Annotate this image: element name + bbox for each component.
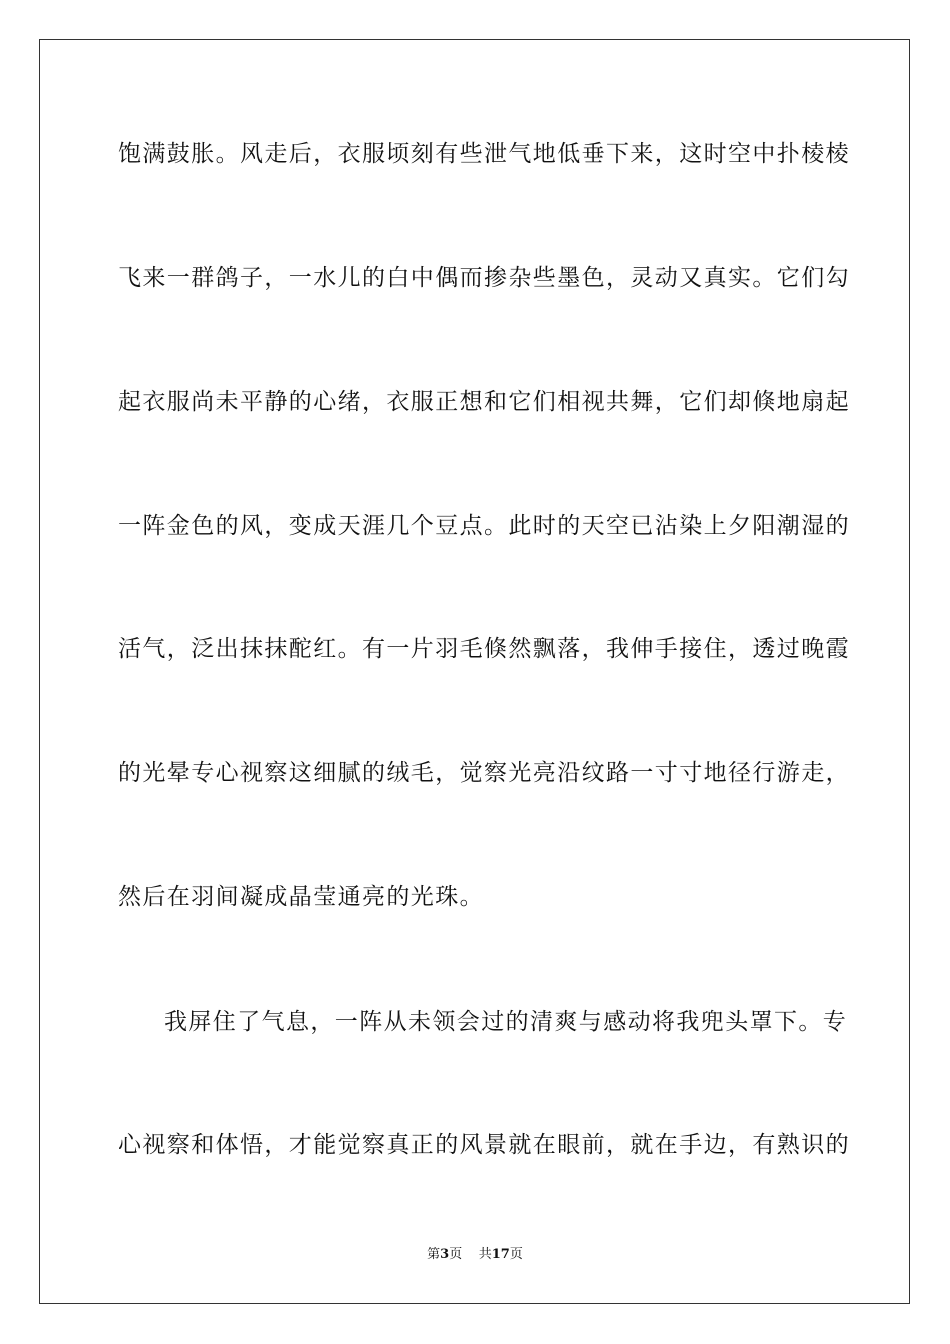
paragraph-line: 活气，泛出抹抹酡红。有一片羽毛倏然飘落，我伸手接住，透过晚霞 [118,636,850,662]
paragraph-line: 饱满鼓胀。风走后，衣服顷刻有些泄气地低垂下来，这时空中扑棱棱 [118,141,850,167]
total-prefix: 共 [478,1247,492,1262]
page-current: 3 [440,1247,450,1262]
page-border [39,39,910,1304]
page-prefix: 第 [427,1247,441,1262]
paragraph-first-line: 我屏住了气息，一阵从未领会过的清爽与感动将我兜头罩下。专 [164,1009,848,1035]
paragraph-line: 起衣服尚未平静的心绪，衣服正想和它们相视共舞，它们却倏地扇起 [118,389,850,415]
paragraph-line: 心视察和体悟，才能觉察真正的风景就在眼前，就在手边，有熟识的 [118,1132,850,1158]
total-suffix: 页 [509,1247,523,1262]
page-suffix: 页 [449,1247,463,1262]
paragraph-line: 然后在羽间凝成晶莹通亮的光珠。 [118,884,484,910]
paragraph-line: 的光晕专心视察这细腻的绒毛，觉察光亮沿纹路一寸寸地径行游走， [118,760,850,786]
page-footer [0,1246,950,1264]
page-total: 17 [491,1247,510,1262]
paragraph-line: 一阵金色的风，变成天涯几个豆点。此时的天空已沾染上夕阳潮湿的 [118,513,850,539]
paragraph-line: 飞来一群鸽子，一水儿的白中偶而掺杂些墨色，灵动又真实。它们勾 [118,265,850,291]
